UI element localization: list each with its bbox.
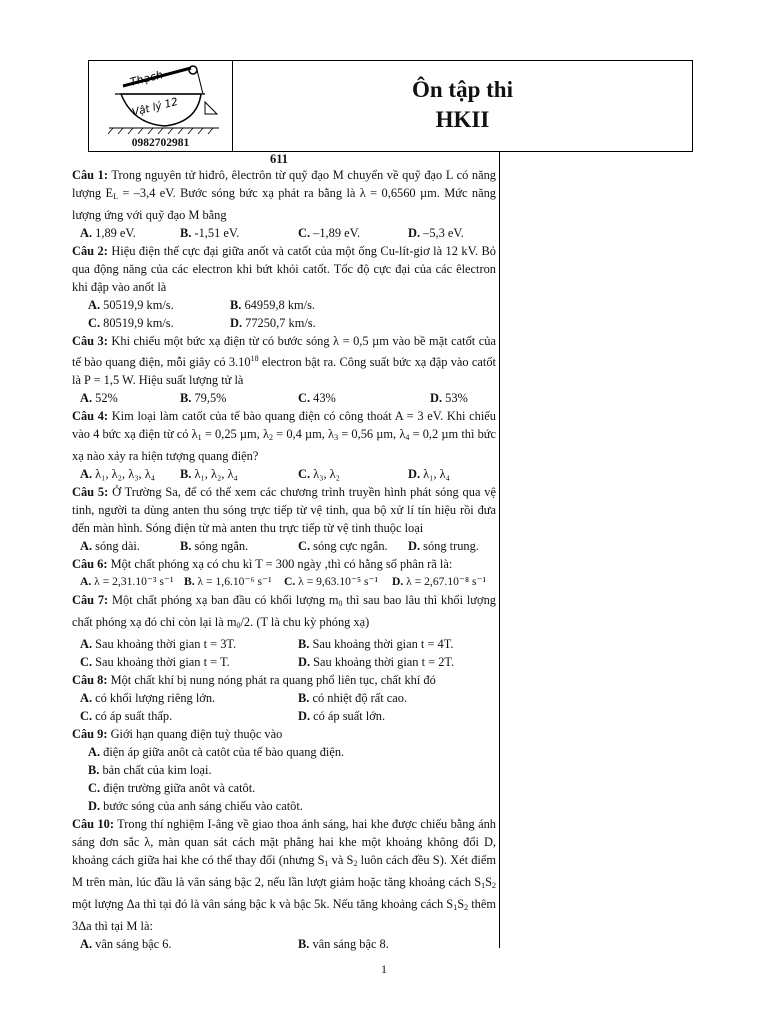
q8-option-d: D. có áp suất lớn. xyxy=(298,709,386,723)
q4-number: Câu 4: xyxy=(72,409,109,423)
q5-option-c: C. sóng cực ngắn. xyxy=(298,539,388,553)
question-5 xyxy=(72,483,496,537)
q2-option-c: C. 80519,9 km/s. xyxy=(88,316,174,330)
q6-option-b: B. λ = 1,6.10⁻⁶ s⁻¹ xyxy=(184,575,272,588)
q1-option-b: B. -1,51 eV. xyxy=(180,226,240,240)
q10-answers xyxy=(72,935,496,953)
q4-option-b: B. λ₁, λ₂, λ₄ xyxy=(180,467,238,481)
q8-option-b: B. có nhiệt độ rất cao. xyxy=(298,691,408,705)
question-3 xyxy=(72,332,496,389)
q9-option-c: C. điện trường giữa anôt và catôt. xyxy=(88,781,256,795)
q1-option-c: C. –1,89 eV. xyxy=(298,226,361,240)
q8-option-c: C. có áp suất thấp. xyxy=(80,709,173,723)
title-cell xyxy=(233,61,692,151)
q8-text: Một chất khí bị nung nóng phát ra quang phổ liên tục, chất khí đó xyxy=(110,673,436,687)
q3-sup: 18 xyxy=(250,354,259,363)
q4-option-d: D. λ₁, λ₄ xyxy=(408,467,450,481)
q1-text: Trong nguyên tử hiđrô, êlectrôn từ quỹ đạo M chuyển về quỹ đạo L có năng lượng E xyxy=(72,168,497,200)
q7-answers-row2 xyxy=(72,653,496,671)
q1-number: Câu 1: xyxy=(72,168,108,182)
logo-image xyxy=(93,64,228,136)
q3-option-d: D. 53% xyxy=(430,391,468,405)
title-line-1: Ôn tập thi xyxy=(412,77,513,102)
header-table xyxy=(88,60,693,152)
q6-text: Một chất phóng xạ có chu kì T = 300 ngày ,thì có hằng số phân rã là: xyxy=(110,557,453,571)
q7-option-b: B. Sau khoảng thời gian t = 4T. xyxy=(298,637,454,651)
q6-option-d: D. λ = 2,67.10⁻⁸ s⁻¹ xyxy=(392,575,487,588)
question-column xyxy=(72,166,496,953)
q6-option-a: A. λ = 2,31.10⁻³ s⁻¹ xyxy=(80,575,174,588)
q1-sub: L xyxy=(113,192,118,201)
logo-text-1: Thạch xyxy=(128,68,165,89)
q4-answers xyxy=(72,465,496,483)
q8-number: Câu 8: xyxy=(72,673,108,687)
q10-option-b: B. vân sáng bậc 8. xyxy=(298,937,389,951)
q3-text2: electron bật ra. Công suất bức xạ đập vào catốt là P = 1,5 W. Hiệu suất lượng tử là xyxy=(72,355,496,387)
logo-text-2: Vật lý 12 xyxy=(130,95,180,119)
phone-number: 0982702981 xyxy=(131,137,190,149)
q1-option-d: D. –5,3 eV. xyxy=(408,226,464,240)
q6-answers xyxy=(72,573,496,591)
q1-option-a: A. 1,89 eV. xyxy=(80,226,136,240)
q8-answers-row1 xyxy=(72,689,496,707)
q2-answers-row2 xyxy=(72,314,496,332)
title-line-2: HKII xyxy=(435,107,490,132)
q7-option-a: A. Sau khoảng thời gian t = 3T. xyxy=(80,637,237,651)
q3-option-b: B. 79,5% xyxy=(180,391,227,405)
q5-option-d: D. sóng trung. xyxy=(408,539,479,553)
q2-option-d: D. 77250,7 km/s. xyxy=(230,316,316,330)
q8-option-a: A. có khối lượng riêng lớn. xyxy=(80,691,216,705)
question-8 xyxy=(72,671,496,689)
q2-option-b: B. 64959,8 km/s. xyxy=(230,298,316,312)
q9-number: Câu 9: xyxy=(72,727,108,741)
q1-text2: = –3,4 eV. Bước sóng bức xạ phát ra bằng là λ = 0,6560 µm. Mức năng lượng ứng với quỹ đạo M bằng xyxy=(72,186,496,222)
q10-number: Câu 10: xyxy=(72,817,114,831)
logo-cell xyxy=(89,61,233,151)
q1-answers xyxy=(72,224,496,242)
q5-option-b: B. sóng ngắn. xyxy=(180,539,249,553)
q9-option-a: A. điện áp giữa anôt cà catôt của tế bào quang điện. xyxy=(88,745,345,759)
exam-code: 611 xyxy=(270,152,288,166)
q4-option-c: C. λ₃, λ₂ xyxy=(298,467,340,481)
q3-answers xyxy=(72,389,496,407)
q2-text: Hiệu điện thế cực đại giữa anốt và catốt của một ống Cu-lít-giơ là 12 kV. Bỏ qua động năng của các electron khi bứt khỏi catốt. Tốc độ cực đại của các êlectron khi đập vào anốt là xyxy=(72,244,496,294)
q5-answers xyxy=(72,537,496,555)
q8-answers-row2 xyxy=(72,707,496,725)
question-7: Câu 7: Một chất phóng xạ ban đầu có khối lượng $m_0$ thì sau bao lâu thì khối lượng chất phóng xạ đó chỉ còn lại là $m_0/2$. (T là chu kỳ phóng xạ) xyxy=(72,593,496,630)
q2-number: Câu 2: xyxy=(72,244,108,258)
q3-text: Khi chiếu một bức xạ điện từ có bước sóng λ = 0,5 µm vào bề mặt catốt của tế bào quang điện, mỗi giây có 3.10 xyxy=(72,334,496,369)
page-number: 1 xyxy=(381,962,387,976)
q7-option-d: D. Sau khoảng thời gian t = 2T. xyxy=(298,655,455,669)
question-9 xyxy=(72,725,496,743)
q9-option-d: D. bước sóng của anh sáng chiếu vào catôt. xyxy=(88,799,303,813)
q5-number: Câu 5: xyxy=(72,485,109,499)
q7-number: Câu 7: xyxy=(72,593,109,607)
question-1 xyxy=(72,166,496,224)
q9-text: Giới hạn quang điện tuỳ thuộc vào xyxy=(110,727,283,741)
question-10: Câu 10: Trong thí nghiệm I-âng về giao thoa ánh sáng, hai khe được chiếu bằng ánh sáng đơn sắc λ, màn quan sát cách mặt phẳng hai khe một khoảng không đổi D, khoảng cách giữa hai khe có thể thay đổi (nhưng $S_1$ và $S_2$ luôn cách đều S). Xét điểm M trên màn, lúc đầu là vân sáng bậc 2, nếu lần lượt giảm hoặc tăng khoảng cách $S_1S_2$ một lượng Δa thì tại đó là vân sáng bậc k và bậc 5k. Nếu tăng khoảng cách $S_1S_2$ thêm 3Δa thì tại M là: xyxy=(72,817,497,933)
q7-answers-row1 xyxy=(72,635,496,653)
question-6 xyxy=(72,555,496,573)
q2-answers-row1 xyxy=(72,296,496,314)
q5-option-a: A. sóng dài. xyxy=(80,539,140,553)
question-4: Câu 4: Kim loại làm catốt của tế bào quang điện có công thoát A = 3 eV. Khi chiếu vào 4 bức xạ điện từ có $\lambda_1 = 0,25$ µm, $\lambda_2 = 0,4$ µm, $\lambda_3 = 0,56$ µm, $\lambda_4 = 0,2$ µm thì bức xạ nào xảy ra hiện tượng quang điện? xyxy=(72,409,497,463)
question-2 xyxy=(72,242,496,296)
q3-number: Câu 3: xyxy=(72,334,108,348)
q3-option-c: C. 43% xyxy=(298,391,336,405)
q2-option-a: A. 50519,9 km/s. xyxy=(88,298,174,312)
q9-option-b: B. bản chất của kim loại. xyxy=(88,763,212,777)
q6-number: Câu 6: xyxy=(72,557,108,571)
q10-option-a: A. vân sáng bậc 6. xyxy=(80,937,172,951)
column-divider xyxy=(499,152,500,948)
q6-option-c: C. λ = 9,63.10⁻⁵ s⁻¹ xyxy=(284,575,379,588)
q5-text: Ở Trường Sa, để có thể xem các chương trình truyền hình phát sóng qua vệ tinh, người ta dùng anten thu sóng trực tiếp từ vệ tinh, qua bộ xử lí tín hiệu rồi đưa đến màn hình. Sóng điện từ mà anten thu trực tiếp từ vệ tinh thuộc loại xyxy=(72,485,496,535)
q7-option-c: C. Sau khoảng thời gian t = T. xyxy=(80,655,230,669)
q3-option-a: A. 52% xyxy=(80,391,118,405)
q4-option-a: A. λ₁, λ₂, λ₃, λ₄ xyxy=(80,467,156,481)
